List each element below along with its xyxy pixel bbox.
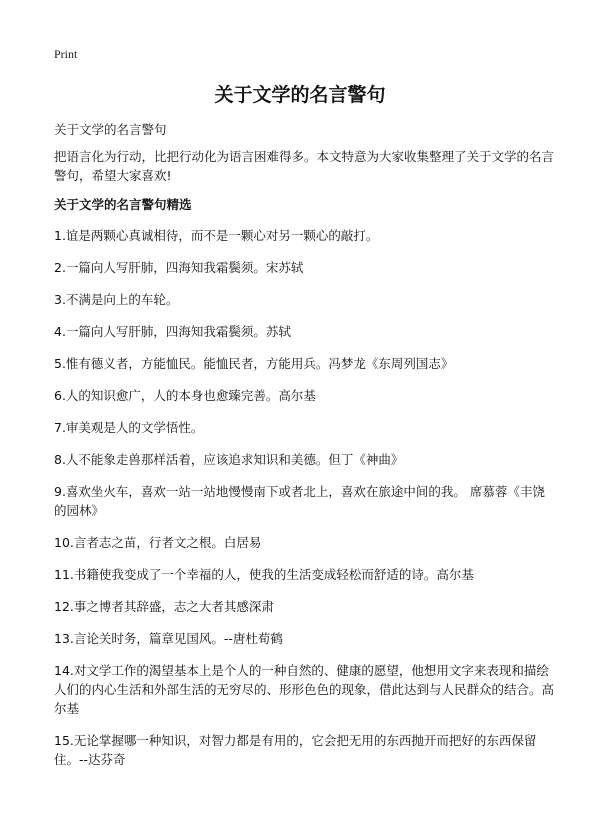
quote-item: 12.事之博者其辞盛，志之大者其感深肃 (54, 599, 274, 614)
quote-item: 2.一篇向人写肝肺，四海知我霜鬓须。宋苏轼 (54, 260, 304, 275)
quote-item: 3.不满是向上的车轮。 (54, 292, 179, 307)
article-body (54, 120, 554, 782)
print-link[interactable]: Print (54, 47, 78, 61)
quote-item: 14.对文学工作的渴望基本上是个人的一种自然的、健康的愿望，他想用文字来表现和描绘人们的内心生活和外部生活的无穷尽的、形形色色的现象，借此达到与人民群众的结合。高尔基 (54, 663, 555, 716)
page-title: 关于文学的名言警句 (214, 84, 386, 106)
quote-item: 4.一篇向人写肝肺，四海知我霜鬓须。苏轼 (54, 324, 291, 339)
quote-list (54, 226, 554, 769)
section-heading: 关于文学的名言警句精选 (54, 197, 192, 212)
quote-item: 6.人的知识愈广，人的本身也愈臻完善。高尔基 (54, 388, 316, 403)
quote-item: 10.言者志之苗，行者文之根。白居易 (54, 535, 262, 550)
quote-item: 5.惟有德义者，方能恤民。能恤民者，方能用兵。冯梦龙《东周列国志》 (54, 356, 454, 371)
quote-item: 8.人不能象走兽那样活着，应该追求知识和美德。但丁《神曲》 (54, 452, 404, 467)
intro-paragraph: 把语言化为行动，比把行动化为语言困难得多。本文特意为大家收集整理了关于文学的名言警句，希望大家喜欢! (54, 149, 555, 183)
quote-item: 15.无论掌握哪一种知识，对智力都是有用的，它会把无用的东西抛开而把好的东西保留住。--达芬奇 (54, 733, 537, 767)
quote-item: 13.言论关时务，篇章见国风。--唐杜荀鹤 (54, 631, 283, 646)
quote-item: 1.谊是两颗心真诚相待，而不是一颗心对另一颗心的敲打。 (54, 228, 379, 243)
quote-item: 7.审美观是人的文学悟性。 (54, 420, 204, 435)
quote-item: 9.喜欢坐火车，喜欢一站一站地慢慢南下或者北上，喜欢在旅途中间的我。 席慕蓉《丰饶的园林》 (54, 484, 545, 518)
article-subtitle: 关于文学的名言警句 (54, 122, 167, 137)
quote-item: 11.书籍使我变成了一个幸福的人，使我的生活变成轻松而舒适的诗。高尔基 (54, 567, 474, 582)
